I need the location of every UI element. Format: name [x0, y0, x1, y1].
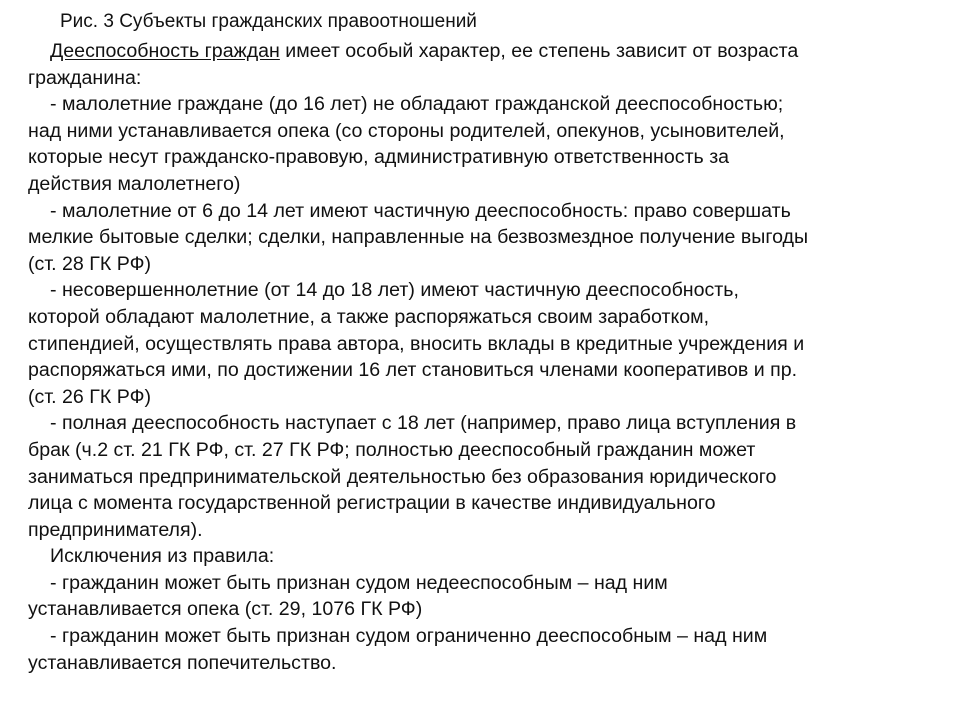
p1-line: - малолетние граждане (до 16 лет) не обладают гражданской дееспособностью;	[50, 93, 784, 116]
p2-line: - малолетние от 6 до 14 лет имеют частичную дееспособность: право совершать	[50, 199, 791, 222]
e1-line: - гражданин может быть признан судом недееспособным – над ним	[50, 571, 668, 594]
p2-line: мелкие бытовые сделки; сделки, направленные на безвозмездное получение выгоды	[28, 226, 809, 249]
p3-line: распоряжаться ими, по достижении 16 лет становиться членами кооперативов и пр.	[28, 359, 798, 382]
body-text	[28, 38, 938, 676]
e1-line: устанавливается опека (ст. 29, 1076 ГК РФ)	[28, 598, 423, 621]
figure-caption: Рис. 3 Субъекты гражданских правоотношений	[60, 11, 477, 32]
p4-line: лица с момента государственной регистрации в качестве индивидуального	[28, 492, 716, 515]
exceptions-title: Исключения из правила:	[50, 545, 275, 568]
p3-line: которой обладают малолетние, а также распоряжаться своим заработком,	[28, 305, 710, 328]
p1-line: над ними устанавливается опека (со стороны родителей, опекунов, усыновителей,	[28, 119, 785, 142]
intro-line	[28, 38, 938, 65]
p4-line: заниматься предпринимательской деятельностью без образования юридического	[28, 465, 777, 488]
e2-line: - гражданин может быть признан судом ограниченно дееспособным – над ним	[50, 625, 768, 648]
intro-line-2: гражданина:	[28, 66, 142, 89]
p4-line: предпринимателя).	[28, 518, 203, 541]
p1-line: действия малолетнего)	[28, 172, 241, 195]
p4-line: - полная дееспособность наступает с 18 лет (например, право лица вступления в	[50, 412, 797, 435]
p2-line: (ст. 28 ГК РФ)	[28, 252, 151, 275]
p4-line: брак (ч.2 ст. 21 ГК РФ, ст. 27 ГК РФ; полностью дееспособный гражданин может	[28, 438, 756, 461]
e2-line: устанавливается попечительство.	[28, 651, 337, 674]
p1-line: которые несут гражданско-правовую, административную ответственность за	[28, 146, 730, 169]
p3-line: стипендией, осуществлять права автора, вносить вклады в кредитные учреждения и	[28, 332, 805, 355]
intro-rest: имеет особый характер, ее степень зависит от возраста	[279, 40, 799, 62]
p3-line: (ст. 26 ГК РФ)	[28, 385, 151, 408]
p3-line: - несовершеннолетние (от 14 до 18 лет) имеют частичную дееспособность,	[50, 279, 739, 302]
term-capacity: Дееспособность граждан	[50, 40, 280, 62]
